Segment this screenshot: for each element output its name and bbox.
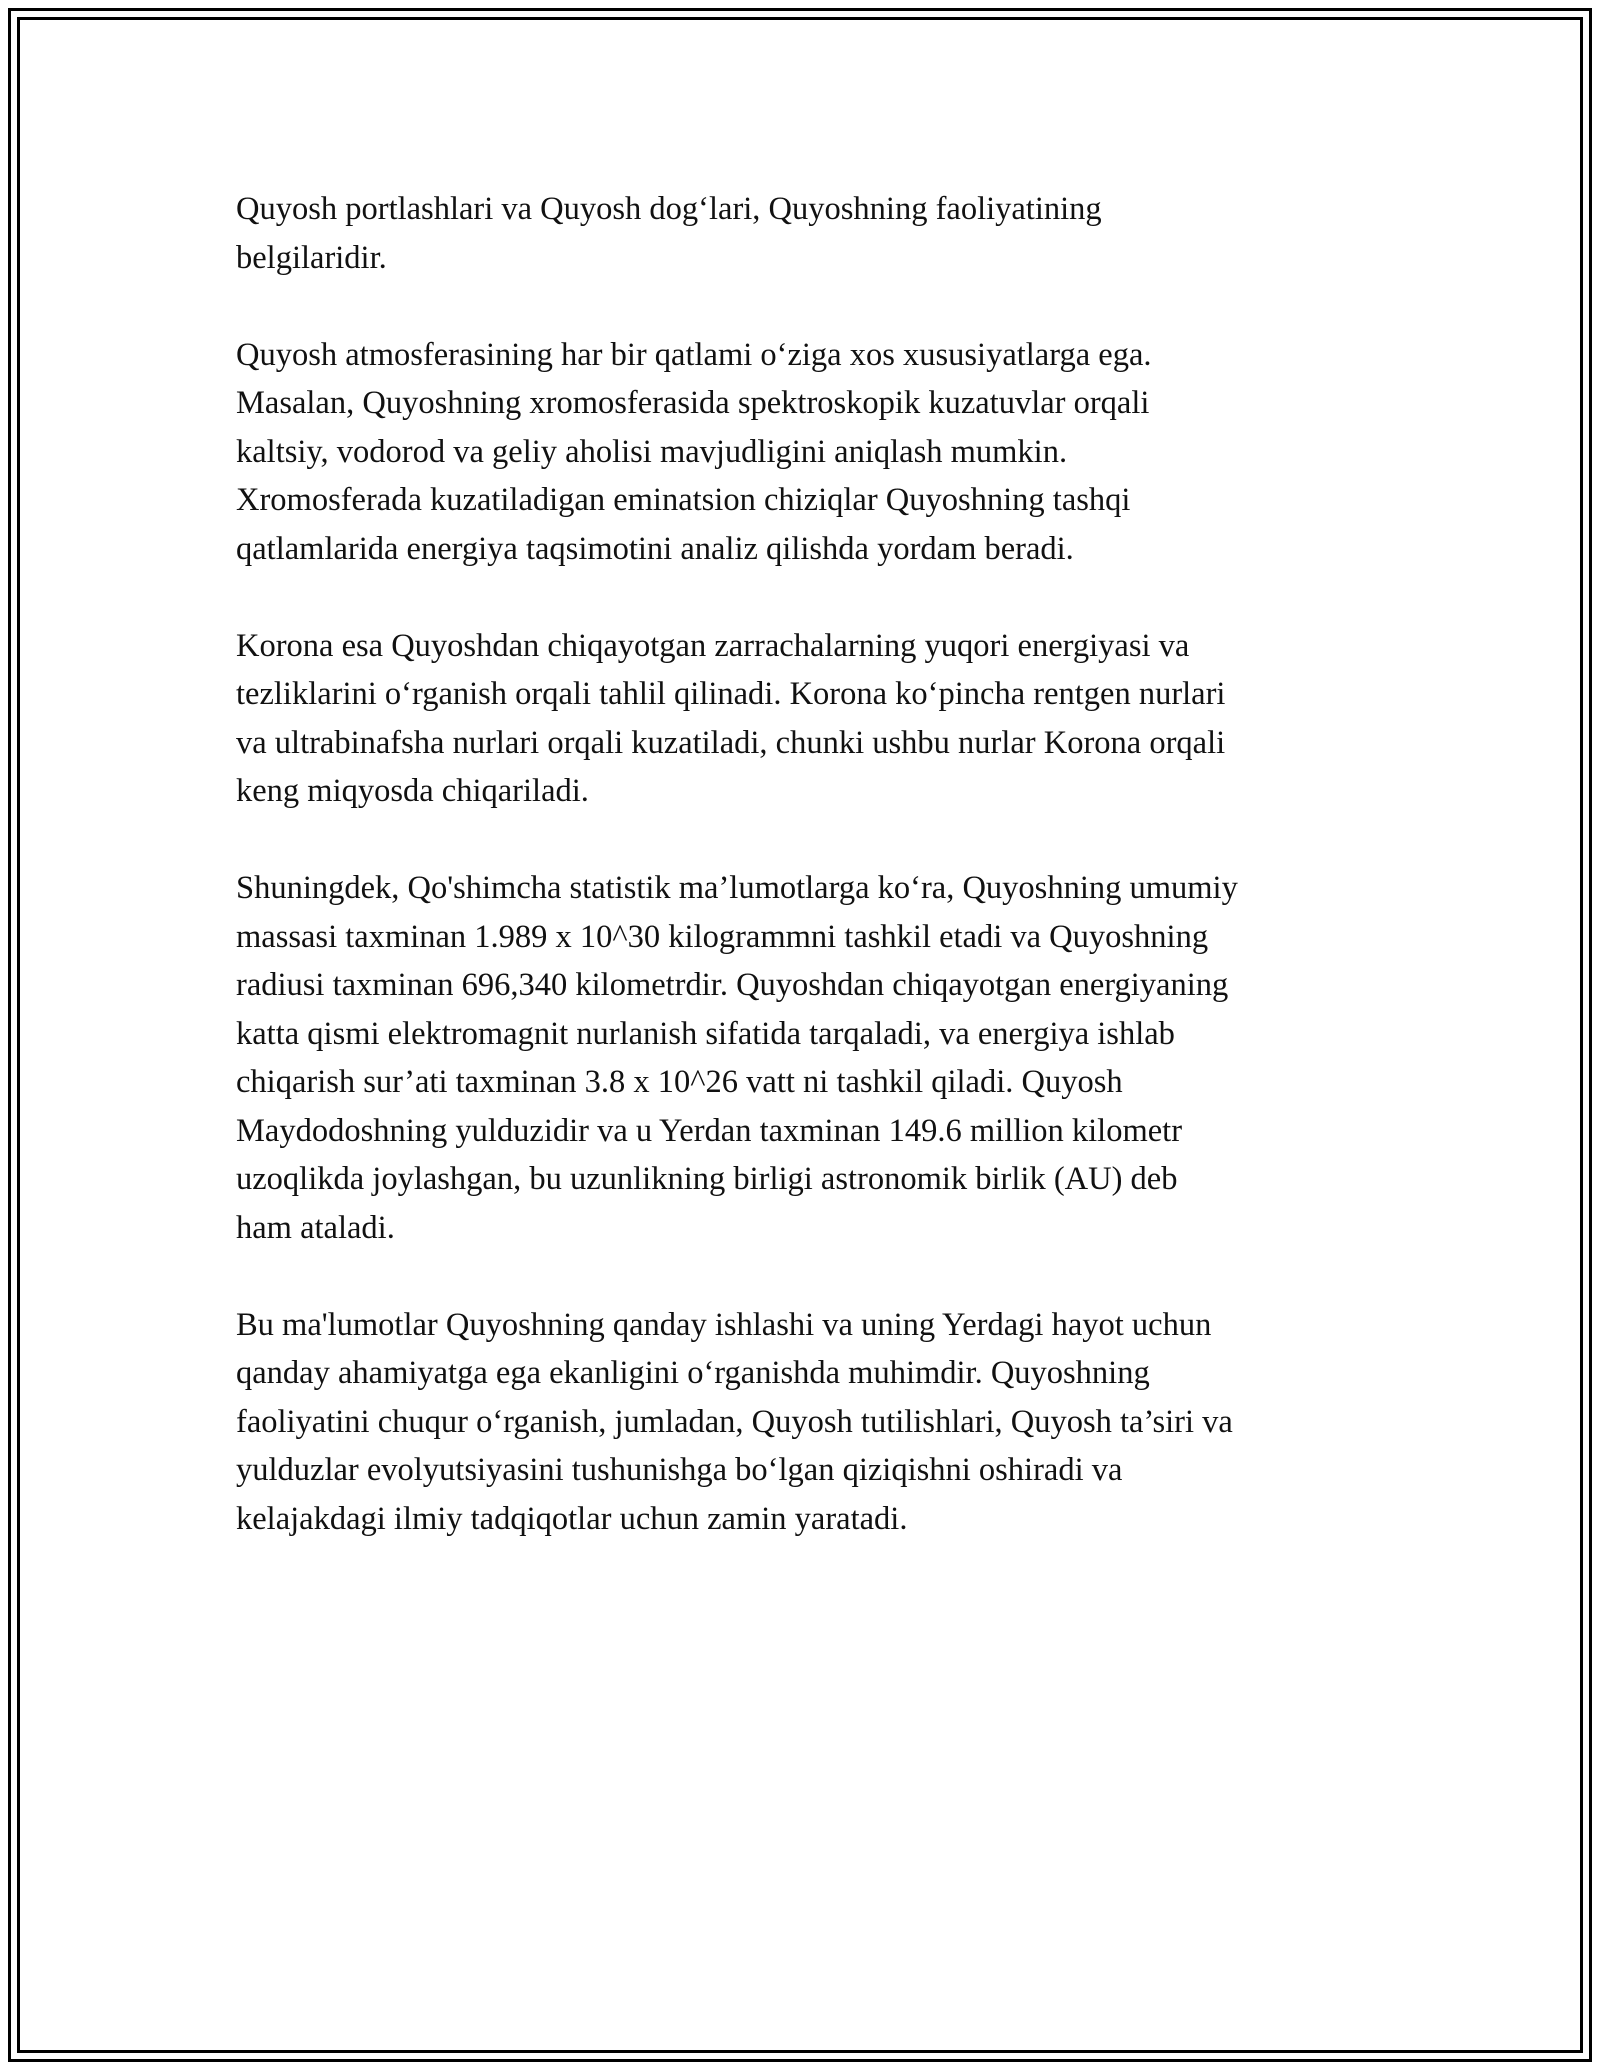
paragraph xyxy=(236,1301,1396,1544)
text-line: Shuningdek, Qo'shimcha statistik ma’lumotlarga ko‘ra, Quyoshning umumiy xyxy=(236,870,1238,906)
text-line: Quyosh atmosferasining har bir qatlami o‘ziga xos xususiyatlarga ega. xyxy=(236,336,1152,373)
text-line: tezliklarini o‘rganish orqali tahlil qilinadi. Korona ko‘pincha rentgen nurlari xyxy=(236,676,1226,712)
text-line: Masalan, Quyoshning xromosferasida spektroskopik kuzatuvlar orqali xyxy=(236,385,1150,421)
paragraph xyxy=(236,331,1396,574)
text-line: ham ataladi. xyxy=(236,1209,395,1246)
text-line: katta qismi elektromagnit nurlanish sifatida tarqaladi, va energiya ishlab xyxy=(236,1015,1175,1052)
text-line: qanday ahamiyatga ega ekanligini o‘rganishda muhimdir. Quyoshning xyxy=(236,1355,1150,1391)
text-line: radiusi taxminan 696,340 kilometrdir. Quyoshdan chiqayotgan energiyaning xyxy=(236,967,1229,1003)
paragraph xyxy=(236,864,1396,1252)
text-line: kaltsiy, vodorod va geliy aholisi mavjudligini aniqlash mumkin. xyxy=(236,433,1068,470)
text-line: Korona esa Quyoshdan chiqayotgan zarrachalarning yuqori energiyasi va xyxy=(236,627,1190,664)
paragraph xyxy=(236,622,1396,816)
text-line: kelajakdagi ilmiy tadqiqotlar uchun zamin yaratadi. xyxy=(236,1500,908,1537)
text-line: keng miqyosda chiqariladi. xyxy=(236,773,589,809)
text-line: faoliyatini chuqur o‘rganish, jumladan, Quyosh tutilishlari, Quyosh ta’siri va xyxy=(236,1403,1233,1440)
text-line: Bu ma'lumotlar Quyoshning qanday ishlashi va uning Yerdagi hayot uchun xyxy=(236,1306,1212,1343)
text-line: va ultrabinafsha nurlari orqali kuzatiladi, chunki ushbu nurlar Korona orqali xyxy=(236,724,1226,761)
paragraph xyxy=(236,185,1396,282)
text-line: uzoqlikda joylashgan, bu uzunlikning birligi astronomik birlik (AU) deb xyxy=(236,1161,1178,1197)
document-body xyxy=(236,185,1396,1592)
text-line: Xromosferada kuzatiladigan eminatsion chiziqlar Quyoshning tashqi xyxy=(236,482,1131,518)
text-line: qatlamlarida energiya taqsimotini analiz qilishda yordam beradi. xyxy=(236,530,1074,567)
text-line: belgilaridir. xyxy=(236,239,387,276)
text-line: Quyosh portlashlari va Quyosh dog‘lari, Quyoshning faoliyatining xyxy=(236,191,1102,227)
text-line: chiqarish sur’ati taxminan 3.8 x 10^26 vatt ni tashkil qiladi. Quyosh xyxy=(236,1064,1123,1100)
text-line: massasi taxminan 1.989 x 10^30 kilogrammni tashkil etadi va Quyoshning xyxy=(236,918,1209,955)
text-line: yulduzlar evolyutsiyasini tushunishga bo‘lgan qiziqishni oshiradi va xyxy=(236,1452,1123,1488)
text-line: Maydodoshning yulduzidir va u Yerdan taxminan 149.6 million kilometr xyxy=(236,1112,1183,1149)
